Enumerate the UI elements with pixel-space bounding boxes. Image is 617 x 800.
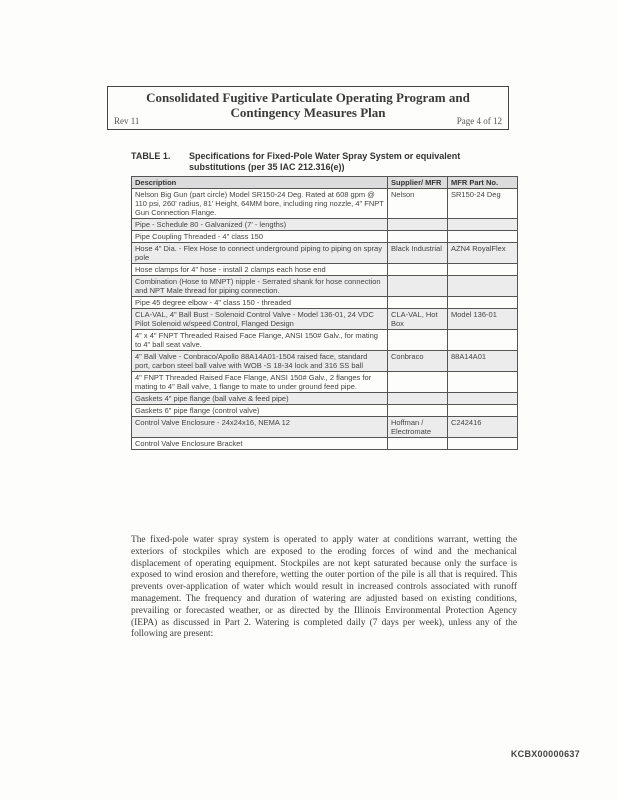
table-header-row <box>132 177 518 189</box>
table-row <box>132 393 518 405</box>
title-line-2: Contingency Measures Plan <box>230 105 386 120</box>
cell-supplier <box>388 405 448 417</box>
cell-description: CLA-VAL, 4" Ball Bust - Solenoid Control Valve - Model 136-01, 24 VDC Pilot Solenoid w/speed Control, Flanged Design <box>132 309 388 330</box>
header-supplier: Supplier/ MFR <box>388 177 448 189</box>
cell-description: 4" FNPT Threaded Raised Face Flange, ANSI 150# Galv., 2 flanges for mating to 4" Ball valve, 1 flange to mate to under ground feed pipe. <box>132 372 388 393</box>
table-caption <box>131 151 501 173</box>
table-caption-label: TABLE 1. <box>131 151 171 161</box>
cell-part-number: SR150-24 Deg <box>448 189 518 219</box>
cell-supplier <box>388 330 448 351</box>
cell-description: Pipe Coupling Threaded - 4" class 150 <box>132 231 388 243</box>
cell-supplier: Hoffman / Electromate <box>388 417 448 438</box>
table-row <box>132 405 518 417</box>
table-row <box>132 264 518 276</box>
body-paragraph: The fixed-pole water spray system is operated to apply water at conditions warrant, wetting the exteriors of stockpiles which are exposed to the eroding forces of wind and the mechanical displacement of operating equipment. Stockpiles are not kept saturated because only the surface is exposed to wind erosion and therefore, wetting the outer portion of the pile is all that is required. This prevents over-application of water which would result in increased controls associated with runoff management. The frequency and duration of watering are adjusted based on existing conditions, prevailing or forecasted weather, or as directed by the Illinois Environmental Protection Agency (IEPA) as discussed in Part 2. Watering is completed daily (7 days per week), unless any of the following are present: <box>131 535 517 640</box>
cell-supplier <box>388 297 448 309</box>
page-number: Page 4 of 12 <box>456 116 502 126</box>
table-row <box>132 219 518 231</box>
cell-supplier <box>388 438 448 450</box>
cell-part-number <box>448 330 518 351</box>
cell-supplier: CLA-VAL, Hot Box <box>388 309 448 330</box>
cell-description: Control Valve Enclosure Bracket <box>132 438 388 450</box>
specifications-table <box>131 176 518 450</box>
table-row <box>132 276 518 297</box>
table-row <box>132 417 518 438</box>
table-row <box>132 231 518 243</box>
cell-part-number <box>448 276 518 297</box>
table-row <box>132 438 518 450</box>
cell-part-number <box>448 438 518 450</box>
cell-description: Control Valve Enclosure - 24x24x16, NEMA 12 <box>132 417 388 438</box>
cell-description: Hose 4" Dia. - Flex Hose to connect underground piping to piping on spray pole <box>132 243 388 264</box>
cell-part-number <box>448 372 518 393</box>
cell-part-number <box>448 405 518 417</box>
cell-supplier: Nelson <box>388 189 448 219</box>
table-row <box>132 351 518 372</box>
cell-supplier <box>388 231 448 243</box>
document-title <box>108 90 508 120</box>
cell-supplier <box>388 219 448 231</box>
cell-supplier <box>388 372 448 393</box>
cell-description: 4" x 4" FNPT Threaded Raised Face Flange, ANSI 150# Galv., for mating to 4" ball seat valve. <box>132 330 388 351</box>
header-part-number: MFR Part No. <box>448 177 518 189</box>
cell-part-number <box>448 393 518 405</box>
cell-part-number <box>448 231 518 243</box>
cell-supplier <box>388 276 448 297</box>
cell-part-number: AZN4 RoyalFlex <box>448 243 518 264</box>
table-row <box>132 330 518 351</box>
cell-part-number: 88A14A01 <box>448 351 518 372</box>
cell-supplier: Black Industrial <box>388 243 448 264</box>
table-row <box>132 243 518 264</box>
cell-description: Gaskets 4" pipe flange (ball valve & feed pipe) <box>132 393 388 405</box>
title-line-1: Consolidated Fugitive Particulate Operating Program and <box>146 90 470 105</box>
document-header <box>107 86 509 130</box>
cell-supplier: Conbraco <box>388 351 448 372</box>
header-description: Description <box>132 177 388 189</box>
table-row <box>132 309 518 330</box>
table-row <box>132 189 518 219</box>
cell-description: Hose clamps for 4" hose - install 2 clamps each hose end <box>132 264 388 276</box>
bates-number: KCBX00000637 <box>510 749 580 759</box>
cell-description: Combination (Hose to MNPT) nipple - Serrated shank for hose connection and NPT Male thread for piping connection. <box>132 276 388 297</box>
cell-part-number <box>448 297 518 309</box>
cell-description: 4" Ball Valve - Conbraco/Apollo 88A14A01-1504 raised face, standard port, carbon steel ball valve with WOB -S 18-34 lock and 316 SS ball <box>132 351 388 372</box>
cell-supplier <box>388 264 448 276</box>
table-row <box>132 372 518 393</box>
cell-part-number: C242416 <box>448 417 518 438</box>
cell-part-number <box>448 264 518 276</box>
revision-label: Rev 11 <box>114 116 140 126</box>
cell-supplier <box>388 393 448 405</box>
cell-part-number: Model 136-01 <box>448 309 518 330</box>
cell-part-number <box>448 219 518 231</box>
table-row <box>132 297 518 309</box>
cell-description: Pipe - Schedule 80 - Galvanized (7' - lengths) <box>132 219 388 231</box>
table-caption-title: Specifications for Fixed-Pole Water Spray System or equivalent substitutions (per 35 IAC 212.316(e)) <box>189 151 461 172</box>
cell-description: Gaskets 6" pipe flange (control valve) <box>132 405 388 417</box>
cell-description: Nelson Big Gun (part circle) Model SR150-24 Deg. Rated at 608 gpm @ 110 psi, 260' radius, 81' Height, 64MM bore, including ring nozzle, 4" FNPT Gun Connection Flange. <box>132 189 388 219</box>
cell-description: Pipe 45 degree elbow - 4" class 150 - threaded <box>132 297 388 309</box>
